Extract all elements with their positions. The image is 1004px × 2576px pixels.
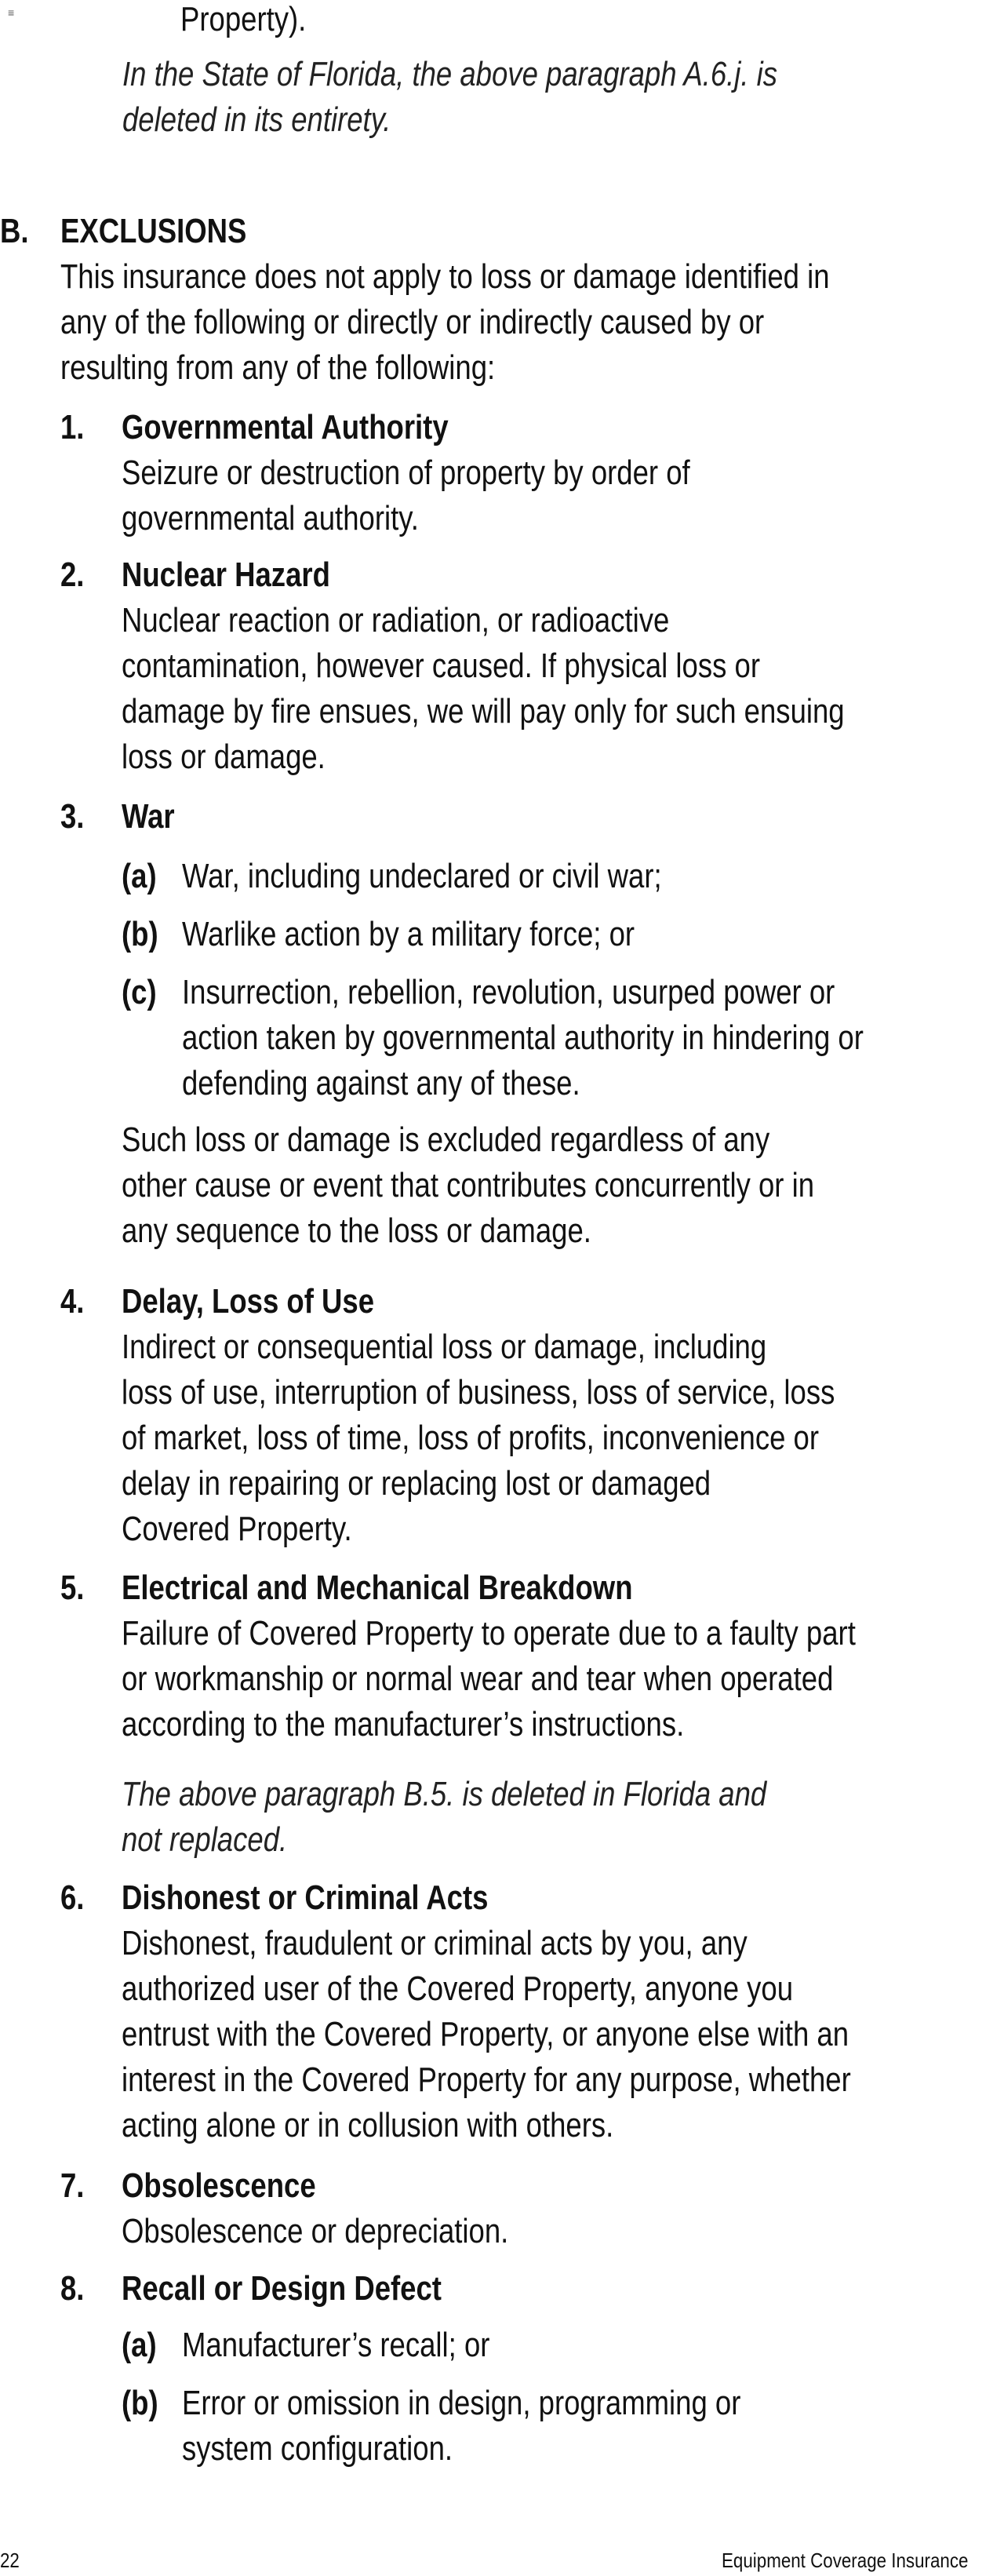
item-title: War	[122, 797, 175, 836]
item-number: 7.	[60, 2166, 85, 2205]
exclusion-item-dishonest-criminal-acts: Dishonest or Criminal Acts Dishonest, fraudulent or criminal acts by you, any authorized user of the Covered Property, anyone you entrust with the Covered Property, or anyone else with an interest in the Covered Property for any purpose, whether acting alone or in collusion with others.	[122, 1875, 851, 2148]
footer-doc-title: Equipment Coverage Insurance	[722, 2549, 969, 2572]
item-title: Delay, Loss of Use	[122, 1282, 375, 1321]
subitem-text: Insurrection, rebellion, revolution, usurped power or action taken by governmental authority in hindering or defending against any of these.	[182, 973, 864, 1102]
section-b-intro: This insurance does not apply to loss or damage identified in any of the following or directly or indirectly caused by or resulting from any of the following:	[60, 257, 830, 387]
item-number: 6.	[60, 1878, 85, 1917]
item-number: 4.	[60, 1282, 85, 1321]
item-title: Governmental Authority	[122, 408, 449, 446]
subitem-text: Manufacturer’s recall; or	[182, 2326, 490, 2364]
florida-note-a6j	[122, 52, 777, 143]
subitem-label: (c)	[122, 973, 157, 1011]
florida-note-line: In the State of Florida, the above paragraph A.6.j. is	[122, 55, 778, 93]
item-title: Nuclear Hazard	[122, 556, 330, 594]
exclusion-item-delay-loss-of-use: Delay, Loss of Use Indirect or consequential loss or damage, including loss of use, interruption of business, loss of service, loss of market, loss of time, loss of profits, inconvenience or delay in repairing or replacing lost or damaged Covered Property.	[122, 1279, 835, 1552]
exclusion-item-obsolescence: Obsolescence Obsolescence or depreciation.	[122, 2163, 508, 2254]
item-number: 3.	[60, 797, 85, 836]
subitem-label: (a)	[122, 857, 157, 895]
item-title: Electrical and Mechanical Breakdown	[122, 1569, 633, 1607]
item-number: 5.	[60, 1569, 85, 1607]
section-b-heading: EXCLUSIONS	[60, 212, 247, 250]
subitem-text: War, including undeclared or civil war;	[182, 857, 662, 895]
section-b-letter: B.	[0, 212, 29, 250]
item-number: 1.	[60, 408, 85, 446]
exclusion-item-governmental-authority: Governmental Authority Seizure or destruction of property by order of governmental authority.	[122, 405, 690, 541]
item-title: Obsolescence	[122, 2166, 316, 2205]
war-exclusion-note: Such loss or damage is excluded regardless of any other cause or event that contributes concurrently or in any sequence to the loss or damage.	[122, 1120, 815, 1250]
item-title: Dishonest or Criminal Acts	[122, 1878, 489, 1917]
florida-note-b5: The above paragraph B.5. is deleted in Florida and not replaced.	[122, 1775, 767, 1859]
exclusion-item-nuclear-hazard: Nuclear Hazard Nuclear reaction or radiation, or radioactive contamination, however caused. If physical loss or damage by fire ensues, we will pay only for such ensuing loss or damage.	[122, 552, 845, 780]
page-number: 22	[0, 2549, 20, 2572]
item-number: 2.	[60, 556, 85, 594]
subitem-text: Error or omission in design, programming or system configuration.	[182, 2384, 741, 2468]
florida-note-line: deleted in its entirety.	[122, 100, 391, 139]
subitem-label: (b)	[122, 915, 158, 953]
item-number: 8.	[60, 2269, 85, 2308]
subitem-text: Warlike action by a military force; or	[182, 915, 635, 953]
exclusion-item-electrical-mechanical-breakdown: Electrical and Mechanical Breakdown Failure of Covered Property to operate due to a faulty part or workmanship or normal wear and tear when operated according to the manufacturer’s instructions.	[122, 1565, 856, 1747]
subitem-label: (b)	[122, 2384, 158, 2422]
subitem-label: (a)	[122, 2326, 157, 2364]
continuation-text: Property).	[180, 0, 307, 38]
corner-mark: ≡	[8, 6, 15, 19]
item-title: Recall or Design Defect	[122, 2269, 442, 2308]
